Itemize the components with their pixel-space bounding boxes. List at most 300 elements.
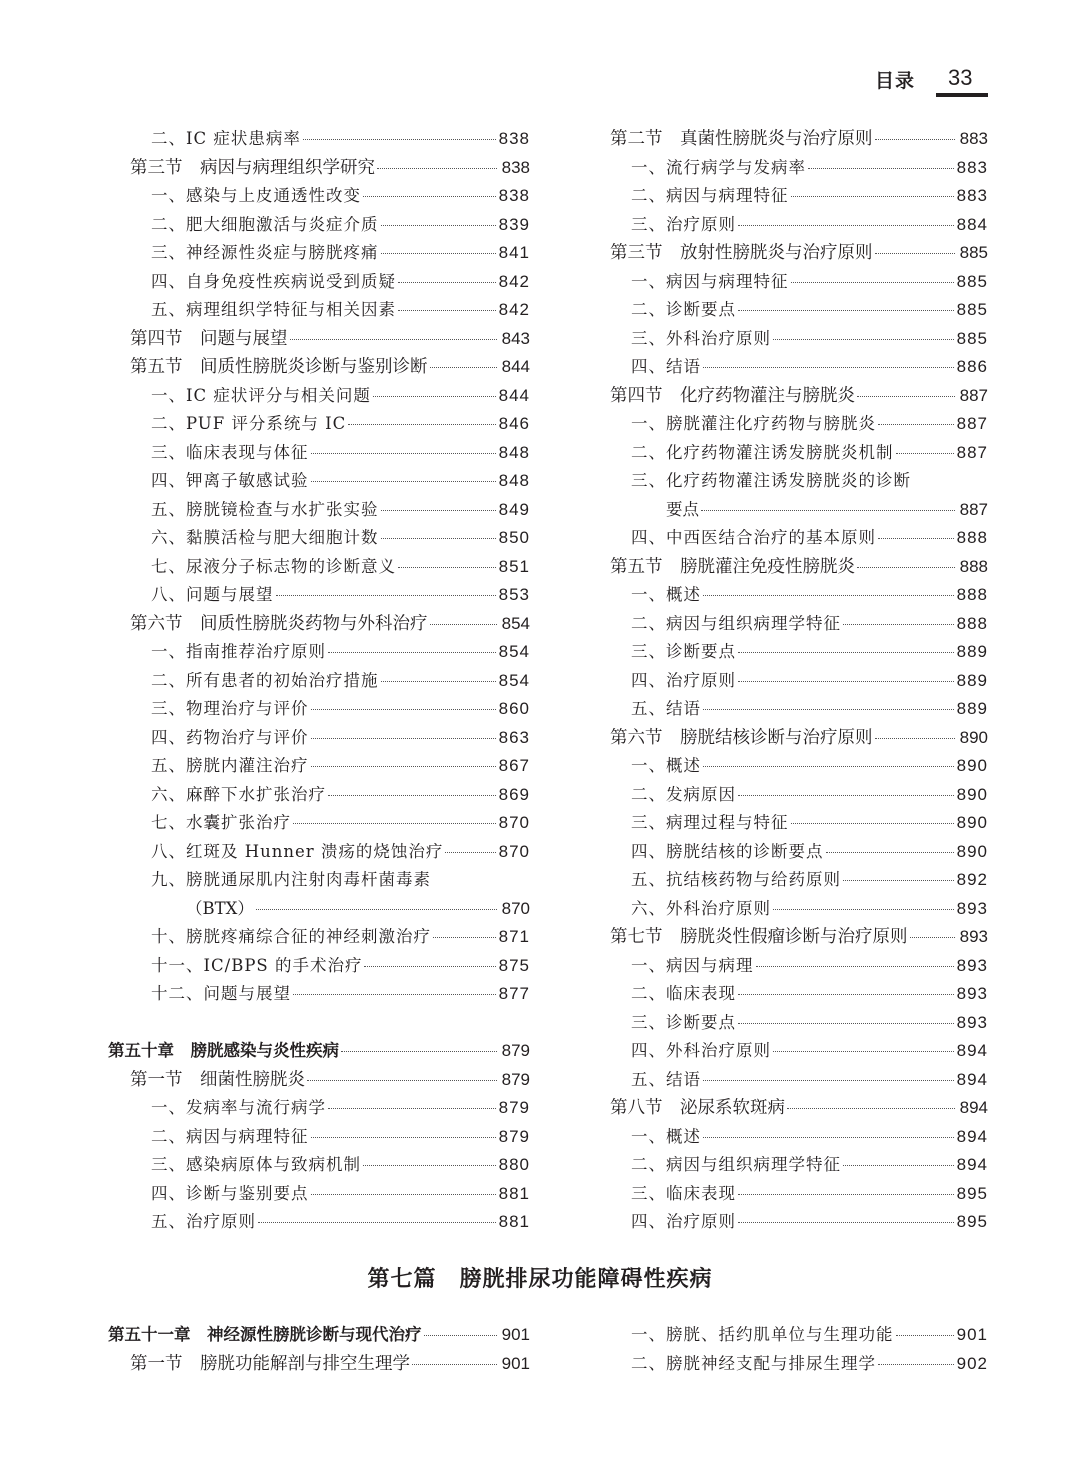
toc-spacer (108, 1009, 530, 1038)
dot-leader (808, 168, 954, 169)
toc-entry-title: 一、感染与上皮通透性改变 (151, 186, 361, 205)
dot-leader (430, 624, 498, 625)
toc-entry-title: 三、临床表现与体征 (151, 442, 309, 462)
dot-leader (875, 738, 956, 739)
page-header (860, 62, 990, 98)
toc-page-number: 894 (959, 1098, 988, 1117)
toc-page-number: 839 (498, 214, 530, 234)
toc-entry-title: 二、临床表现 (631, 984, 736, 1003)
toc-page-number: 890 (956, 841, 988, 861)
toc-page-number: 869 (498, 784, 530, 804)
toc-entry-title: 四、结语 (631, 357, 701, 376)
toc-entry[interactable] (588, 439, 988, 468)
toc-page-number: 894 (956, 1069, 988, 1089)
dot-leader (738, 1023, 954, 1024)
page-number: 33 (948, 65, 973, 90)
toc-entry[interactable] (588, 581, 988, 610)
toc-entry[interactable] (108, 125, 530, 154)
toc-entry[interactable] (108, 752, 530, 781)
toc-entry[interactable] (108, 524, 530, 553)
toc-page-number: 879 (501, 1069, 530, 1089)
toc-page-number: 893 (959, 927, 988, 946)
toc-entry-title: 二、IC 症状患病率 (151, 129, 301, 148)
toc-entry-title: 四、自身免疫性疾病说受到质疑 (151, 271, 396, 291)
toc-entry[interactable] (588, 667, 988, 696)
dot-leader (381, 538, 496, 539)
dot-leader (328, 652, 496, 653)
toc-entry-title: 第四节 问题与展望 (130, 328, 288, 349)
toc-entry-title: 第八节 泌尿系软斑病 (610, 1098, 785, 1118)
toc-entry-title: 二、发病原因 (631, 784, 736, 804)
toc-entry-title: 一、发病率与流行病学 (151, 1098, 326, 1117)
toc-entry-title: 二、所有患者的初始治疗措施 (151, 670, 379, 690)
toc-page-number: 870 (498, 841, 530, 861)
toc-entry-title: 五、结语 (631, 1069, 701, 1089)
toc-entry[interactable] (588, 781, 988, 810)
toc-section[interactable] (108, 610, 530, 639)
toc-entry[interactable] (108, 1123, 530, 1152)
dot-leader (328, 795, 496, 796)
toc-section[interactable] (588, 125, 988, 154)
toc-page-number: 879 (498, 1126, 530, 1146)
toc-entry-title: 五、膀胱镜检查与水扩张实验 (151, 499, 379, 519)
toc-entry-title: 三、诊断要点 (631, 642, 736, 661)
toc-entry-title: 第一节 膀胱功能解剖与排空生理学 (130, 1353, 410, 1374)
toc-page-number: 843 (501, 328, 530, 348)
toc-entry[interactable] (108, 239, 530, 268)
toc-page-number: 842 (498, 300, 530, 319)
toc-entry[interactable] (108, 895, 530, 924)
dot-leader (791, 282, 954, 283)
dot-leader (433, 937, 496, 938)
toc-section[interactable] (588, 553, 988, 582)
toc-entry-title: 二、化疗药物灌注诱发膀胱炎机制 (631, 442, 894, 462)
toc-section[interactable] (588, 239, 988, 268)
dot-leader (857, 567, 955, 568)
toc-entry[interactable] (108, 1151, 530, 1180)
toc-page-number: 888 (956, 528, 988, 547)
toc-entry[interactable] (588, 524, 988, 553)
dot-leader (773, 909, 954, 910)
dot-leader (381, 510, 496, 511)
dot-leader (701, 510, 955, 511)
toc-entry-title: 二、病因与病理特征 (631, 186, 789, 205)
dot-leader (703, 367, 954, 368)
toc-section[interactable] (588, 724, 988, 753)
toc-page-number: 867 (498, 756, 530, 775)
dot-leader (377, 168, 497, 169)
toc-entry[interactable] (588, 1009, 988, 1038)
toc-entry-title: 三、临床表现 (631, 1183, 736, 1203)
toc-entry[interactable] (108, 980, 530, 1009)
toc-entry-title: 八、问题与展望 (151, 585, 274, 604)
toc-entry[interactable] (588, 268, 988, 297)
toc-page-number: 854 (498, 642, 530, 661)
toc-section[interactable] (108, 353, 530, 382)
dot-leader (878, 424, 954, 425)
toc-entry[interactable] (588, 838, 988, 867)
toc-entry[interactable] (588, 695, 988, 724)
toc-entry-title: 一、概述 (631, 1126, 701, 1146)
dot-leader (348, 424, 495, 425)
dot-leader (703, 595, 954, 596)
dot-leader (276, 595, 496, 596)
toc-entry-title: 十一、IC/BPS 的手术治疗 (151, 955, 363, 975)
toc-entry-title: 第六节 间质性膀胱炎药物与外科治疗 (130, 613, 428, 634)
toc-right-column (588, 125, 988, 1237)
dot-leader (791, 823, 954, 824)
toc-page-number: 877 (498, 984, 530, 1003)
toc-entry-title: 十、膀胱疼痛综合征的神经刺激治疗 (151, 927, 431, 946)
toc-entry-title: 第三节 放射性膀胱炎与治疗原则 (610, 243, 873, 263)
toc-page-number: 884 (956, 214, 988, 234)
toc-page-number: 893 (956, 1012, 988, 1032)
dot-leader (293, 994, 496, 995)
toc-page-number: 863 (498, 727, 530, 747)
toc-entry-title: 二、病因与病理特征 (151, 1126, 309, 1146)
dot-leader (445, 852, 495, 853)
toc-page-number: 850 (498, 528, 530, 547)
dot-leader (430, 367, 498, 368)
toc-entry[interactable] (588, 895, 988, 924)
toc-page-number: 885 (959, 243, 988, 262)
toc-page-number: 881 (498, 1212, 530, 1231)
toc-entry[interactable] (108, 809, 530, 838)
toc-section[interactable] (108, 154, 530, 183)
dot-leader (738, 795, 954, 796)
toc-page-number: 887 (959, 385, 988, 405)
toc-page-number: 846 (498, 414, 530, 433)
dot-leader (738, 310, 954, 311)
toc-page-number: 887 (956, 442, 988, 462)
toc-page-number: 886 (956, 357, 988, 376)
dot-leader (878, 538, 954, 539)
dot-leader (373, 396, 496, 397)
part-title: 第七篇 膀胱排尿功能障碍性疾病 (367, 1267, 713, 1292)
toc-page-number: 844 (501, 357, 530, 376)
toc-page-number: 894 (956, 1155, 988, 1174)
toc-entry[interactable] (588, 154, 988, 183)
dot-leader (381, 681, 496, 682)
dot-leader (311, 453, 496, 454)
dot-leader (363, 1165, 496, 1166)
dot-leader (311, 1194, 496, 1195)
dot-leader (756, 966, 954, 967)
dot-leader (258, 1222, 496, 1223)
toc-page-number: 885 (956, 300, 988, 319)
dot-leader (381, 225, 496, 226)
toc-entry-title: 二、PUF 评分系统与 IC (151, 414, 347, 433)
dot-leader (364, 966, 495, 967)
toc-page-number: 901 (501, 1353, 530, 1373)
dot-leader (303, 139, 496, 140)
dot-leader (290, 339, 498, 340)
toc-entry-title: 三、物理治疗与评价 (151, 699, 309, 718)
toc-entry[interactable] (108, 581, 530, 610)
toc-entry[interactable] (108, 553, 530, 582)
toc-entry-title: 六、黏膜活检与肥大细胞计数 (151, 528, 379, 547)
toc-entry[interactable] (588, 353, 988, 382)
toc-page-number: 890 (956, 756, 988, 775)
dot-leader (878, 1364, 954, 1365)
header-rule (936, 93, 988, 97)
toc-entry[interactable] (108, 1208, 530, 1237)
toc-entry-title: 第三节 病因与病理组织学研究 (130, 157, 375, 178)
toc-entry-title: 三、诊断要点 (631, 1012, 736, 1032)
dot-leader (738, 994, 954, 995)
toc-page-number: 888 (959, 556, 988, 576)
dot-leader (843, 1165, 954, 1166)
toc-entry[interactable] (588, 211, 988, 240)
toc-page-number: 870 (501, 898, 530, 918)
toc-entry[interactable] (588, 1208, 988, 1237)
dot-leader (398, 310, 496, 311)
toc-page-number: 888 (956, 585, 988, 604)
toc-page-number: 838 (501, 157, 530, 177)
toc-page-number: 841 (498, 243, 530, 262)
toc-page-number: 880 (498, 1155, 530, 1174)
toc-page-number: 879 (501, 1041, 530, 1060)
toc-entry[interactable] (588, 1066, 988, 1095)
toc-entry[interactable] (588, 496, 988, 525)
toc-page-number: 870 (498, 813, 530, 832)
toc-page-number: 888 (956, 613, 988, 633)
toc-entry-title: 要点 (666, 499, 699, 519)
toc-page-number: 889 (956, 642, 988, 661)
toc-section[interactable] (588, 923, 988, 952)
toc-entry-title: 四、膀胱结核的诊断要点 (631, 841, 824, 861)
toc-page-number: 885 (956, 328, 988, 348)
dot-leader (703, 766, 954, 767)
toc-page-number: 879 (498, 1098, 530, 1117)
toc-entry-title: 一、IC 症状评分与相关问题 (151, 385, 371, 405)
toc-page-number: 871 (498, 927, 530, 946)
toc-entry[interactable] (108, 211, 530, 240)
toc-entry-title: 四、药物治疗与评价 (151, 727, 309, 747)
toc-entry-title: 八、红斑及 Hunner 溃疡的烧蚀治疗 (151, 841, 444, 861)
toc-entry[interactable] (588, 809, 988, 838)
dot-leader (787, 1108, 955, 1109)
dot-leader (826, 852, 954, 853)
dot-leader (910, 937, 956, 938)
toc-entry-title: 二、病因与组织病理学特征 (631, 613, 841, 633)
toc-entry-title: 六、麻醉下水扩张治疗 (151, 784, 326, 804)
toc-entry-title: 五、治疗原则 (151, 1212, 256, 1231)
toc-entry[interactable] (108, 952, 530, 981)
toc-entry[interactable] (588, 1180, 988, 1209)
toc-section[interactable] (588, 1094, 988, 1123)
toc-entry[interactable] (108, 1094, 530, 1123)
toc-page-number: 885 (956, 271, 988, 291)
toc-entry[interactable] (588, 325, 988, 354)
toc-entry-title: 二、肥大细胞激活与炎症介质 (151, 214, 379, 234)
toc-page-number: 838 (498, 129, 530, 148)
dot-leader (703, 709, 954, 710)
toc-entry-title: 一、膀胱灌注化疗药物与膀胱炎 (631, 414, 876, 433)
toc-chapter[interactable] (108, 1037, 530, 1066)
toc-section[interactable] (108, 325, 530, 354)
toc-page-number: 887 (956, 414, 988, 433)
toc-entry-title: 四、治疗原则 (631, 1212, 736, 1231)
toc-entry[interactable] (108, 296, 530, 325)
toc-page-number: 894 (956, 1126, 988, 1146)
toc-page-number: 889 (956, 699, 988, 718)
toc-entry-line[interactable]: 三、化疗药物灌注诱发膀胱炎的诊断 (631, 471, 911, 490)
toc-page-number: 893 (956, 955, 988, 975)
toc-entry[interactable] (588, 1037, 988, 1066)
dot-leader (738, 1222, 954, 1223)
toc-entry-title: 第四节 化疗药物灌注与膀胱炎 (610, 385, 855, 406)
toc-entry[interactable] (588, 1123, 988, 1152)
toc-page-number: 854 (498, 670, 530, 690)
toc-entry[interactable] (588, 182, 988, 211)
toc-page-number: 893 (956, 898, 988, 918)
toc-entry-title: 三、神经源性炎症与膀胱疼痛 (151, 243, 379, 262)
dot-leader (773, 339, 954, 340)
toc-entry[interactable] (108, 268, 530, 297)
toc-entry[interactable] (108, 1180, 530, 1209)
toc-entry-title: 十二、问题与展望 (151, 984, 291, 1003)
toc-entry-line[interactable]: 九、膀胱通尿肌内注射肉毒杆菌毒素 (151, 870, 431, 889)
toc-entry[interactable] (588, 952, 988, 981)
dot-leader (703, 1080, 954, 1081)
toc-entry[interactable] (108, 667, 530, 696)
toc-entry[interactable] (108, 467, 530, 496)
toc-entry[interactable] (588, 1151, 988, 1180)
dot-leader (341, 1051, 497, 1052)
toc-entry-title: 五、膀胱内灌注治疗 (151, 756, 309, 775)
toc-entry[interactable] (588, 1350, 988, 1379)
toc-entry-title: 一、指南推荐治疗原则 (151, 642, 326, 661)
toc-entry-title: 一、膀胱、括约肌单位与生理功能 (631, 1325, 894, 1344)
dot-leader (311, 766, 496, 767)
dot-leader (412, 1364, 497, 1365)
toc-entry[interactable] (108, 781, 530, 810)
toc-page-number: 838 (498, 186, 530, 205)
toc-entry-title: 第五节 膀胱灌注免疫性膀胱炎 (610, 556, 855, 577)
toc-entry-title: 七、水囊扩张治疗 (151, 813, 291, 832)
dot-leader (843, 624, 954, 625)
toc-entry[interactable] (588, 638, 988, 667)
toc-entry[interactable] (108, 695, 530, 724)
toc-page-number: 893 (956, 984, 988, 1003)
toc-entry[interactable] (108, 496, 530, 525)
toc-entry[interactable] (108, 182, 530, 211)
toc-entry-title: 二、膀胱神经支配与排尿生理学 (631, 1353, 876, 1373)
toc-page-number: 883 (956, 186, 988, 205)
toc-entry-title: 二、病因与组织病理学特征 (631, 1155, 841, 1174)
toc-page-number: 894 (956, 1041, 988, 1060)
dot-leader (381, 253, 496, 254)
toc-page-number: 895 (956, 1183, 988, 1203)
toc-page-number: 849 (498, 499, 530, 519)
dot-leader (328, 1108, 496, 1109)
toc-page-number: 892 (956, 870, 988, 889)
toc-entry-title: 三、外科治疗原则 (631, 328, 771, 348)
toc-entry[interactable] (108, 439, 530, 468)
toc-page-number: 883 (956, 157, 988, 177)
toc-entry-title: 四、外科治疗原则 (631, 1041, 771, 1060)
toc-entry[interactable] (588, 980, 988, 1009)
toc-page-number: 848 (498, 471, 530, 490)
toc-section[interactable] (108, 1350, 530, 1379)
toc-entry-title: 四、中西医结合治疗的基本原则 (631, 528, 876, 547)
toc-entry[interactable] (588, 410, 988, 439)
toc-entry[interactable] (588, 610, 988, 639)
toc-entry[interactable] (588, 296, 988, 325)
toc-entry[interactable] (588, 1321, 988, 1350)
toc-entry-title: 一、概述 (631, 756, 701, 775)
toc-entry-title: 五、病理组织学特征与相关因素 (151, 300, 396, 319)
toc-entry[interactable] (108, 724, 530, 753)
toc-entry[interactable] (108, 638, 530, 667)
toc-entry[interactable] (108, 410, 530, 439)
toc-entry-title: 第六节 膀胱结核诊断与治疗原则 (610, 727, 873, 748)
dot-leader (843, 880, 954, 881)
dot-leader (896, 1335, 954, 1336)
dot-leader (703, 1137, 954, 1138)
toc-page-number: 853 (498, 585, 530, 604)
toc-entry-title: 第二节 真菌性膀胱炎与治疗原则 (610, 129, 873, 149)
toc-entry-title: 四、治疗原则 (631, 670, 736, 690)
dot-leader (424, 1335, 498, 1336)
toc-page-number: 848 (498, 442, 530, 462)
dot-leader (738, 652, 954, 653)
toc-entry-title: （BTX） (186, 898, 254, 918)
toc-entry[interactable] (108, 838, 530, 867)
dot-leader (311, 709, 496, 710)
dot-leader (738, 225, 954, 226)
toc-entry-title: 一、概述 (631, 585, 701, 604)
header-label: 目录 (875, 70, 916, 92)
toc-section[interactable] (108, 1066, 530, 1095)
toc-page-number: 851 (498, 556, 530, 576)
toc-page-number: 895 (956, 1212, 988, 1231)
dot-leader (875, 253, 956, 254)
toc-page-number: 890 (959, 727, 988, 747)
toc-page-number: 883 (959, 129, 988, 148)
toc-left-column (108, 125, 530, 1237)
toc-page-number: 842 (498, 271, 530, 291)
toc-entry-title: 第五十章 膀胱感染与炎性疾病 (108, 1041, 339, 1060)
toc-entry-title: 四、钾离子敏感试验 (151, 471, 309, 490)
dot-leader (256, 909, 497, 910)
toc-entry[interactable] (108, 382, 530, 411)
toc-page-number: 901 (956, 1325, 988, 1344)
toc-entry-title: 一、病因与病理特征 (631, 271, 789, 291)
dot-leader (875, 139, 956, 140)
toc-page-number: 890 (956, 813, 988, 832)
toc-page-number: 901 (501, 1325, 530, 1344)
toc-section[interactable] (588, 382, 988, 411)
toc-page-number: 889 (956, 670, 988, 690)
dot-leader (738, 1194, 954, 1195)
dot-leader (307, 1080, 497, 1081)
toc-entry[interactable] (588, 752, 988, 781)
dot-leader (311, 1137, 496, 1138)
toc-chapter[interactable] (108, 1321, 530, 1350)
toc-entry[interactable] (588, 866, 988, 895)
toc-entry-title: 五、结语 (631, 699, 701, 718)
toc-entry-title: 三、治疗原则 (631, 214, 736, 234)
dot-leader (398, 282, 496, 283)
toc-page-number: 890 (956, 784, 988, 804)
dot-leader (896, 453, 954, 454)
toc-entry-title: 第五节 间质性膀胱炎诊断与鉴别诊断 (130, 357, 428, 377)
toc-entry[interactable] (108, 923, 530, 952)
toc-entry-title: 五、抗结核药物与给药原则 (631, 870, 841, 889)
toc-entry-title: 三、病理过程与特征 (631, 813, 789, 832)
